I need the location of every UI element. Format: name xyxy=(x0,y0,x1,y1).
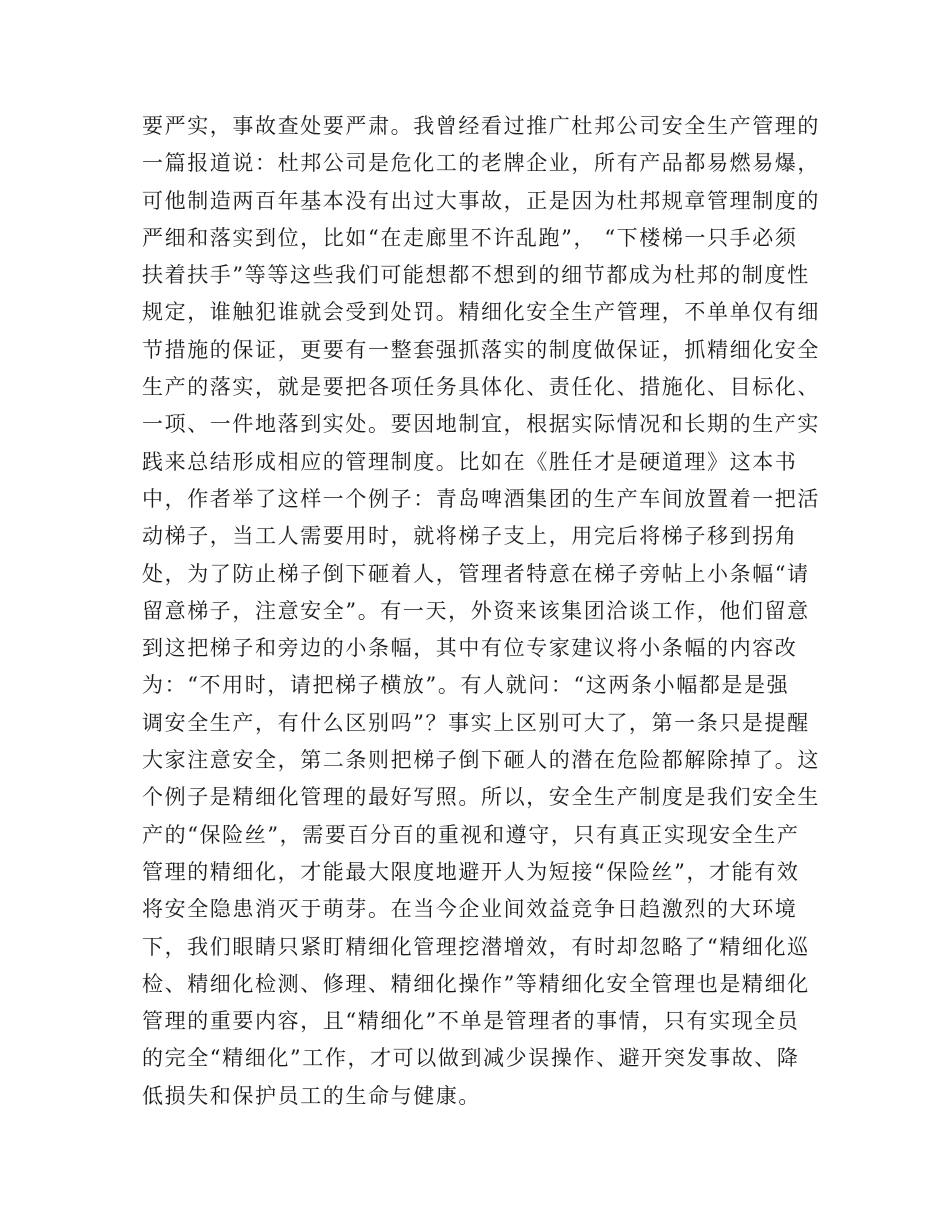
text-line: 动梯子，当工人需要用时，就将梯子支上，用完后将梯子移到拐角 xyxy=(142,524,798,549)
text-line: 严细和落实到位，比如“在走廊里不许乱跑”， “下楼梯一只手必须 xyxy=(142,225,798,250)
text-line: 生产的落实，就是要把各项任务具体化、责任化、措施化、目标化、 xyxy=(142,375,820,400)
text-line: 个例子是精细化管理的最好写照。所以，安全生产制度是我们安全生 xyxy=(142,785,820,810)
text-line: 中，作者举了这样一个例子：青岛啤酒集团的生产车间放置着一把活 xyxy=(142,486,820,511)
text-line: 一篇报道说：杜邦公司是危化工的老牌企业，所有产品都易燃易爆， xyxy=(142,151,820,176)
text-line: 大家注意安全，第二条则把梯子倒下砸人的潜在危险都解除掉了。这 xyxy=(142,748,820,773)
text-line: 检、精细化检测、修理、精细化操作”等精细化安全管理也是精细化 xyxy=(142,971,810,996)
text-line: 的完全“精细化”工作，才可以做到减少误操作、避开突发事故、降 xyxy=(142,1046,800,1071)
text-line: 处，为了防止梯子倒下砸着人，管理者特意在梯子旁帖上小条幅“请 xyxy=(142,561,810,586)
text-line: 留意梯子，注意安全”。有一天，外资来该集团洽谈工作，他们留意 xyxy=(142,598,810,623)
text-line: 将安全隐患消灭于萌芽。在当今企业间效益竞争日趋激烈的大环境 xyxy=(142,897,798,922)
text-line: 节措施的保证，更要有一整套强抓落实的制度做保证，抓精细化安全 xyxy=(142,337,820,362)
text-line: 要严实，事故查处要严肃。我曾经看过推广杜邦公司安全生产管理的 xyxy=(142,114,820,138)
text-line: 低损失和保护员工的生命与健康。 xyxy=(142,1083,481,1108)
body-paragraph xyxy=(142,108,842,1115)
text-line: 践来总结形成相应的管理制度。比如在《胜任才是硬道理》这本书 xyxy=(142,449,798,474)
text-line: 可他制造两百年基本没有出过大事故，正是因为杜邦规章管理制度的 xyxy=(142,188,820,213)
text-line: 为：“不用时，请把梯子横放”。有人就问：“这两条小幅都是是强 xyxy=(142,673,790,698)
text-line: 调安全生产，有什么区别吗”？事实上区别可大了，第一条只是提醒 xyxy=(142,710,810,735)
text-line: 管理的精细化，才能最大限度地避开人为短接“保险丝”，才能有效 xyxy=(142,859,800,884)
text-line: 到这把梯子和旁边的小条幅，其中有位专家建议将小条幅的内容改 xyxy=(142,636,798,661)
text-line: 管理的重要内容，且“精细化”不单是管理者的事情，只有实现全员 xyxy=(142,1009,800,1034)
text-line: 扶着扶手”等等这些我们可能想都不想到的细节都成为杜邦的制度性 xyxy=(142,263,810,288)
text-line: 下，我们眼睛只紧盯精细化管理挖潜增效，有时却忽略了“精细化巡 xyxy=(142,934,810,959)
text-line: 规定，谁触犯谁就会受到处罚。精细化安全生产管理，不单单仅有细 xyxy=(142,300,820,325)
text-line: 产的“保险丝”，需要百分百的重视和遵守，只有真正实现安全生产 xyxy=(142,822,800,847)
text-line: 一项、一件地落到实处。要因地制宜，根据实际情况和长期的生产实 xyxy=(142,412,820,437)
